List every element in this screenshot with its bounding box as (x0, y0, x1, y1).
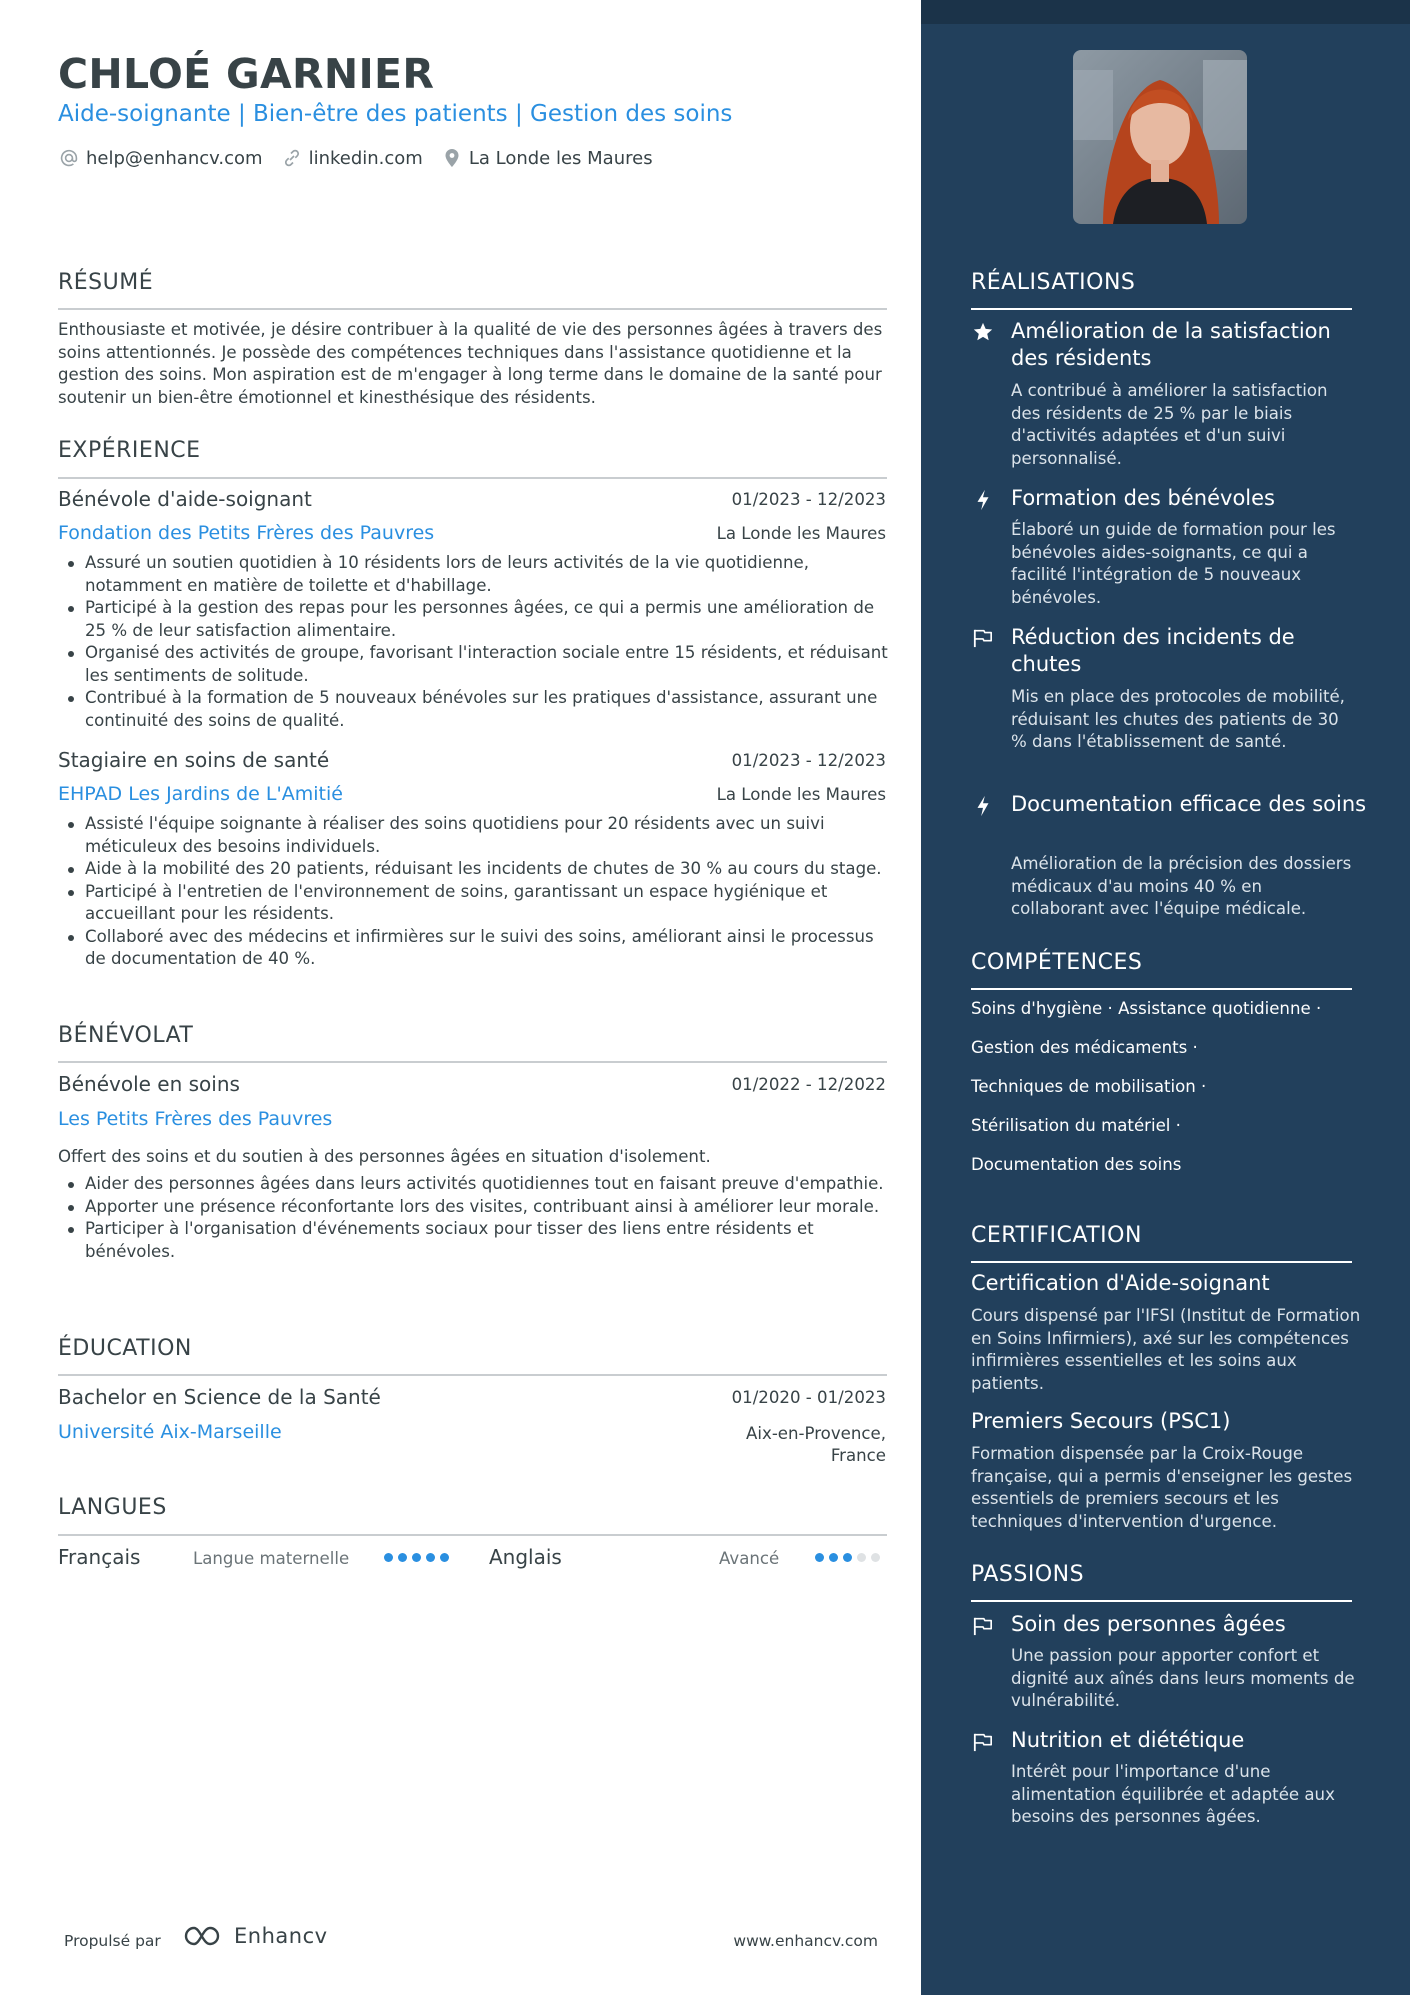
job-company[interactable]: EHPAD Les Jardins de L'Amitié (58, 783, 343, 805)
skill-tag-line: Stérilisation du matériel · (971, 1116, 1181, 1135)
location-text: La Londe les Maures (468, 147, 653, 169)
contact-location (441, 147, 653, 169)
job-location: La Londe les Maures (716, 785, 886, 804)
language-name: Français (58, 1545, 141, 1569)
section-divider (58, 308, 887, 310)
job-title: Bénévole d'aide-soignant (58, 487, 312, 511)
section-title-achievements: RÉALISATIONS (971, 270, 1136, 295)
list-item: Assuré un soutien quotidien à 10 résidents lors de leurs activités de la vie quotidienne, notamment en matière de toilette et d'habillage. (58, 552, 888, 597)
contact-linkedin[interactable] (281, 147, 423, 169)
section-divider (971, 1261, 1352, 1263)
flag-icon (971, 1614, 995, 1638)
rating-dot-filled (412, 1553, 421, 1562)
footer-url[interactable]: www.enhancv.com (733, 1932, 878, 1950)
rating-dot-filled (440, 1553, 449, 1562)
passion-desc: Intérêt pour l'importance d'une alimentation équilibrée et adaptée aux besoins des personnes âgées. (1011, 1762, 1335, 1826)
passion-title: Nutrition et diététique (1011, 1728, 1245, 1752)
certification-desc: Formation dispensée par la Croix-Rouge française, qui a permis d'enseigner les gestes essentiels de premiers secours et les techniques d'intervention d'urgence. (971, 1444, 1353, 1531)
job-bullets (58, 552, 888, 732)
enhancv-logo[interactable] (182, 1923, 328, 1949)
education-dates: 01/2020 - 01/2023 (731, 1388, 886, 1407)
language-level: Langue maternelle (193, 1549, 350, 1568)
section-title-summary: RÉSUMÉ (58, 270, 154, 295)
section-divider (971, 988, 1352, 990)
flag-icon (971, 1730, 995, 1754)
volunteer-bullets (58, 1173, 888, 1263)
link-icon (281, 147, 303, 169)
achievement-desc: Élaboré un guide de formation pour les bénévoles aides-soignants, ce qui a facilité l'intégration de 5 nouveaux bénévoles. (1011, 520, 1336, 607)
rating-dot-empty (871, 1553, 880, 1562)
rating-dot-empty (857, 1553, 866, 1562)
list-item: Assisté l'équipe soignante à réaliser des soins quotidiens pour 20 résidents avec un suivi méticuleux des besoins individuels. (58, 813, 888, 858)
language-level: Avancé (719, 1549, 780, 1568)
volunteer-role: Bénévole en soins (58, 1072, 240, 1096)
list-item: Organisé des activités de groupe, favorisant l'interaction sociale entre 15 résidents, et réduisant les sentiments de solitude. (58, 642, 888, 687)
bolt-icon (971, 488, 995, 512)
enhancv-brand: Enhancv (234, 1924, 328, 1948)
certification-title: Premiers Secours (PSC1) (971, 1409, 1231, 1433)
passion-desc: Une passion pour apporter confort et dignité aux aînés dans leurs moments de vulnérabilité. (1011, 1646, 1355, 1710)
skill-tag-line: Documentation des soins (971, 1155, 1182, 1174)
job-company[interactable]: Fondation des Petits Frères des Pauvres (58, 522, 435, 544)
candidate-name: CHLOÉ GARNIER (58, 50, 435, 98)
volunteer-description: Offert des soins et du soutien à des personnes âgées en situation d'isolement. (58, 1147, 711, 1166)
language-name: Anglais (489, 1545, 562, 1569)
achievement-title: Réduction des incidents de chutes (1011, 625, 1295, 676)
contact-bar (58, 147, 671, 169)
bolt-icon (971, 794, 995, 818)
email-text: help@enhancv.com (86, 147, 263, 169)
section-title-experience: EXPÉRIENCE (58, 438, 201, 463)
achievement-desc: A contribué à améliorer la satisfaction des résidents de 25 % par le biais d'activités adaptées et d'un suivi personnalisé. (1011, 381, 1328, 468)
rating-dot-filled (384, 1553, 393, 1562)
location-pin-icon (441, 147, 463, 169)
footer-powered-by: Propulsé par (64, 1932, 161, 1950)
flag-icon (971, 626, 995, 650)
sidebar-top-bar (921, 0, 1410, 24)
list-item: Participer à l'organisation d'événements sociaux pour tisser des liens entre résidents et bénévoles. (58, 1218, 888, 1263)
contact-email[interactable] (58, 147, 263, 169)
headline: Aide-soignante | Bien-être des patients | Gestion des soins (58, 101, 733, 127)
passion-title: Soin des personnes âgées (1011, 1612, 1286, 1636)
job-dates: 01/2023 - 12/2023 (731, 751, 886, 770)
achievement-title: Documentation efficace des soins (1011, 792, 1367, 816)
list-item: Aide à la mobilité des 20 patients, réduisant les incidents de chutes de 30 % au cours du stage. (58, 858, 888, 881)
education-location-line: Aix-en-Provence, (746, 1424, 886, 1443)
job-title: Stagiaire en soins de santé (58, 748, 330, 772)
rating-dot-filled (815, 1553, 824, 1562)
linkedin-text: linkedin.com (308, 147, 423, 169)
list-item: Collaboré avec des médecins et infirmières sur le suivi des soins, améliorant ainsi le processus de documentation de 40 %. (58, 926, 888, 971)
star-icon (971, 320, 995, 344)
skill-tag-line: Gestion des médicaments · (971, 1038, 1198, 1057)
rating-dot-filled (843, 1553, 852, 1562)
education-location-line: France (830, 1446, 886, 1465)
achievement-title: Amélioration de la satisfaction des résidents (1011, 319, 1331, 370)
achievement-desc: Mis en place des protocoles de mobilité, réduisant les chutes des patients de 30 % dans l'établissement de santé. (1011, 687, 1345, 751)
volunteer-org[interactable]: Les Petits Frères des Pauvres (58, 1108, 333, 1130)
section-divider (971, 308, 1352, 310)
certification-title: Certification d'Aide-soignant (971, 1271, 1270, 1295)
sidebar (921, 0, 1410, 1995)
language-rating (815, 1553, 885, 1562)
skill-tag-line: Techniques de mobilisation · (971, 1077, 1207, 1096)
section-divider (971, 1600, 1352, 1602)
achievement-desc: Amélioration de la précision des dossiers médicaux d'au moins 40 % en collaborant avec l'équipe médicale. (1011, 854, 1352, 918)
list-item: Aider des personnes âgées dans leurs activités quotidiennes tout en faisant preuve d'empathie. (58, 1173, 888, 1196)
school[interactable]: Université Aix-Marseille (58, 1421, 282, 1443)
education-location (746, 1423, 886, 1467)
volunteer-dates: 01/2022 - 12/2022 (731, 1075, 886, 1094)
section-divider (58, 1374, 887, 1376)
rating-dot-filled (426, 1553, 435, 1562)
section-title-passions: PASSIONS (971, 1562, 1085, 1587)
at-icon (58, 147, 80, 169)
job-bullets (58, 813, 888, 971)
section-title-volunteering: BÉNÉVOLAT (58, 1023, 194, 1048)
achievement-title: Formation des bénévoles (1011, 486, 1275, 510)
section-title-education: ÉDUCATION (58, 1336, 192, 1361)
job-location: La Londe les Maures (716, 524, 886, 543)
section-divider (58, 477, 887, 479)
list-item: Contribué à la formation de 5 nouveaux bénévoles sur les pratiques d'assistance, assurant une continuité des soins de qualité. (58, 687, 888, 732)
list-item: Participé à la gestion des repas pour les personnes âgées, ce qui a permis une amélioration de 25 % de leur satisfaction alimentaire. (58, 597, 888, 642)
profile-photo (1073, 50, 1247, 224)
job-dates: 01/2023 - 12/2023 (731, 490, 886, 509)
language-rating (384, 1553, 454, 1562)
rating-dot-filled (398, 1553, 407, 1562)
section-title-skills: COMPÉTENCES (971, 950, 1143, 975)
rating-dot-filled (829, 1553, 838, 1562)
section-divider (58, 1534, 887, 1536)
section-title-certification: CERTIFICATION (971, 1223, 1142, 1248)
list-item: Apporter une présence réconfortante lors des visites, contribuant ainsi à améliorer leur morale. (58, 1196, 888, 1219)
section-title-languages: LANGUES (58, 1495, 167, 1520)
list-item: Participé à l'entretien de l'environnement de soins, garantissant un espace hygiénique et accueillant pour les résidents. (58, 881, 888, 926)
section-divider (58, 1061, 887, 1063)
summary-text: Enthousiaste et motivée, je désire contribuer à la qualité de vie des personnes âgées à travers des soins attentionnés. Je possède des compétences techniques dans l'assistance quotidienne et la gestion des soins. Mon aspiration est de m'engager à long terme dans le domaine de la santé pour soutenir un bien-être émotionnel et kinesthésique des résidents. (58, 320, 883, 407)
enhancv-logo-icon (182, 1923, 228, 1949)
degree: Bachelor en Science de la Santé (58, 1385, 381, 1409)
certification-desc: Cours dispensé par l'IFSI (Institut de Formation en Soins Infirmiers), axé sur les compétences infirmières essentielles et les soins aux patients. (971, 1306, 1361, 1393)
skill-tag-line: Soins d'hygiène · Assistance quotidienne · (971, 999, 1322, 1018)
